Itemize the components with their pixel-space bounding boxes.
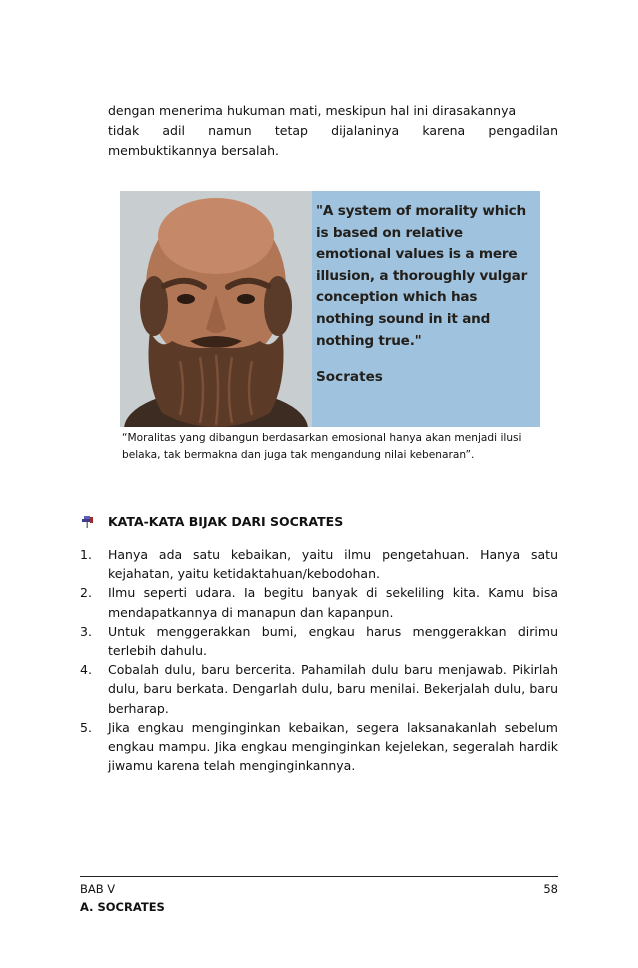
wise-words-list [80, 545, 558, 775]
intro-line-1: dengan menerima hukuman mati, meskipun hal ini dirasakannya [108, 103, 517, 118]
quote-text: "A system of morality which is based on relative emotional values is a mere illusion, a thoroughly vulgar conception which has nothing sound in it and nothing true." [316, 203, 528, 349]
list-item [80, 622, 558, 660]
list-text: Jika engkau menginginkan kebaikan, segera laksanakanlah sebelum engkau mampu. Jika engkau menginginkan kejelekan, segeralah hardik jiwamu karena telah menginginkannya. [108, 719, 558, 774]
section-heading [80, 513, 343, 529]
list-item [80, 718, 558, 776]
list-text: Hanya ada satu kebaikan, yaitu ilmu pengetahuan. Hanya satu kejahatan, yaitu ketidaktahuan/kebodohan. [108, 547, 558, 582]
footer-chapter: BAB V [80, 882, 116, 896]
list-number: 3. [80, 623, 92, 639]
quote-author: Socrates [316, 369, 383, 385]
socrates-quote-image [120, 191, 540, 427]
footer-subsection: A. SOCRATES [80, 900, 165, 914]
list-number: 5. [80, 719, 92, 735]
list-item [80, 583, 558, 621]
list-item [80, 545, 558, 583]
figure-caption: “Moralitas yang dibangun berdasarkan emosional hanya akan menjadi ilusi belaka, tak bermakna dan juga tak mengandung nilai kebenaran”. [122, 432, 522, 461]
intro-line-3: membuktikannya bersalah. [108, 143, 280, 158]
page-number: 58 [543, 882, 558, 896]
list-number: 4. [80, 662, 92, 678]
intro-line-2: tidak adil namun tetap dijalaninya karena pengadilan [108, 123, 558, 138]
section-title: KATA-KATA BIJAK DARI SOCRATES [108, 513, 344, 529]
pushpin-bullet-icon [80, 513, 96, 529]
intro-paragraph [108, 101, 558, 161]
list-text: Ilmu seperti udara. Ia begitu banyak di sekeliling kita. Kamu bisa mendapatkannya di manapun dan kapanpun. [108, 585, 558, 620]
list-number: 2. [80, 585, 92, 601]
list-text: Cobalah dulu, baru bercerita. Pahamilah dulu baru menjawab. Pikirlah dulu, baru berkata. Dengarlah dulu, baru menilai. Bekerjalah dulu, baru berharap. [108, 662, 558, 716]
list-item [80, 660, 558, 718]
list-number: 1. [80, 547, 92, 562]
list-text: Untuk menggerakkan bumi, engkau harus menggerakkan dirimu terlebih dahulu. [108, 623, 558, 659]
socrates-portrait-icon [120, 191, 312, 427]
footer-divider [80, 876, 558, 877]
